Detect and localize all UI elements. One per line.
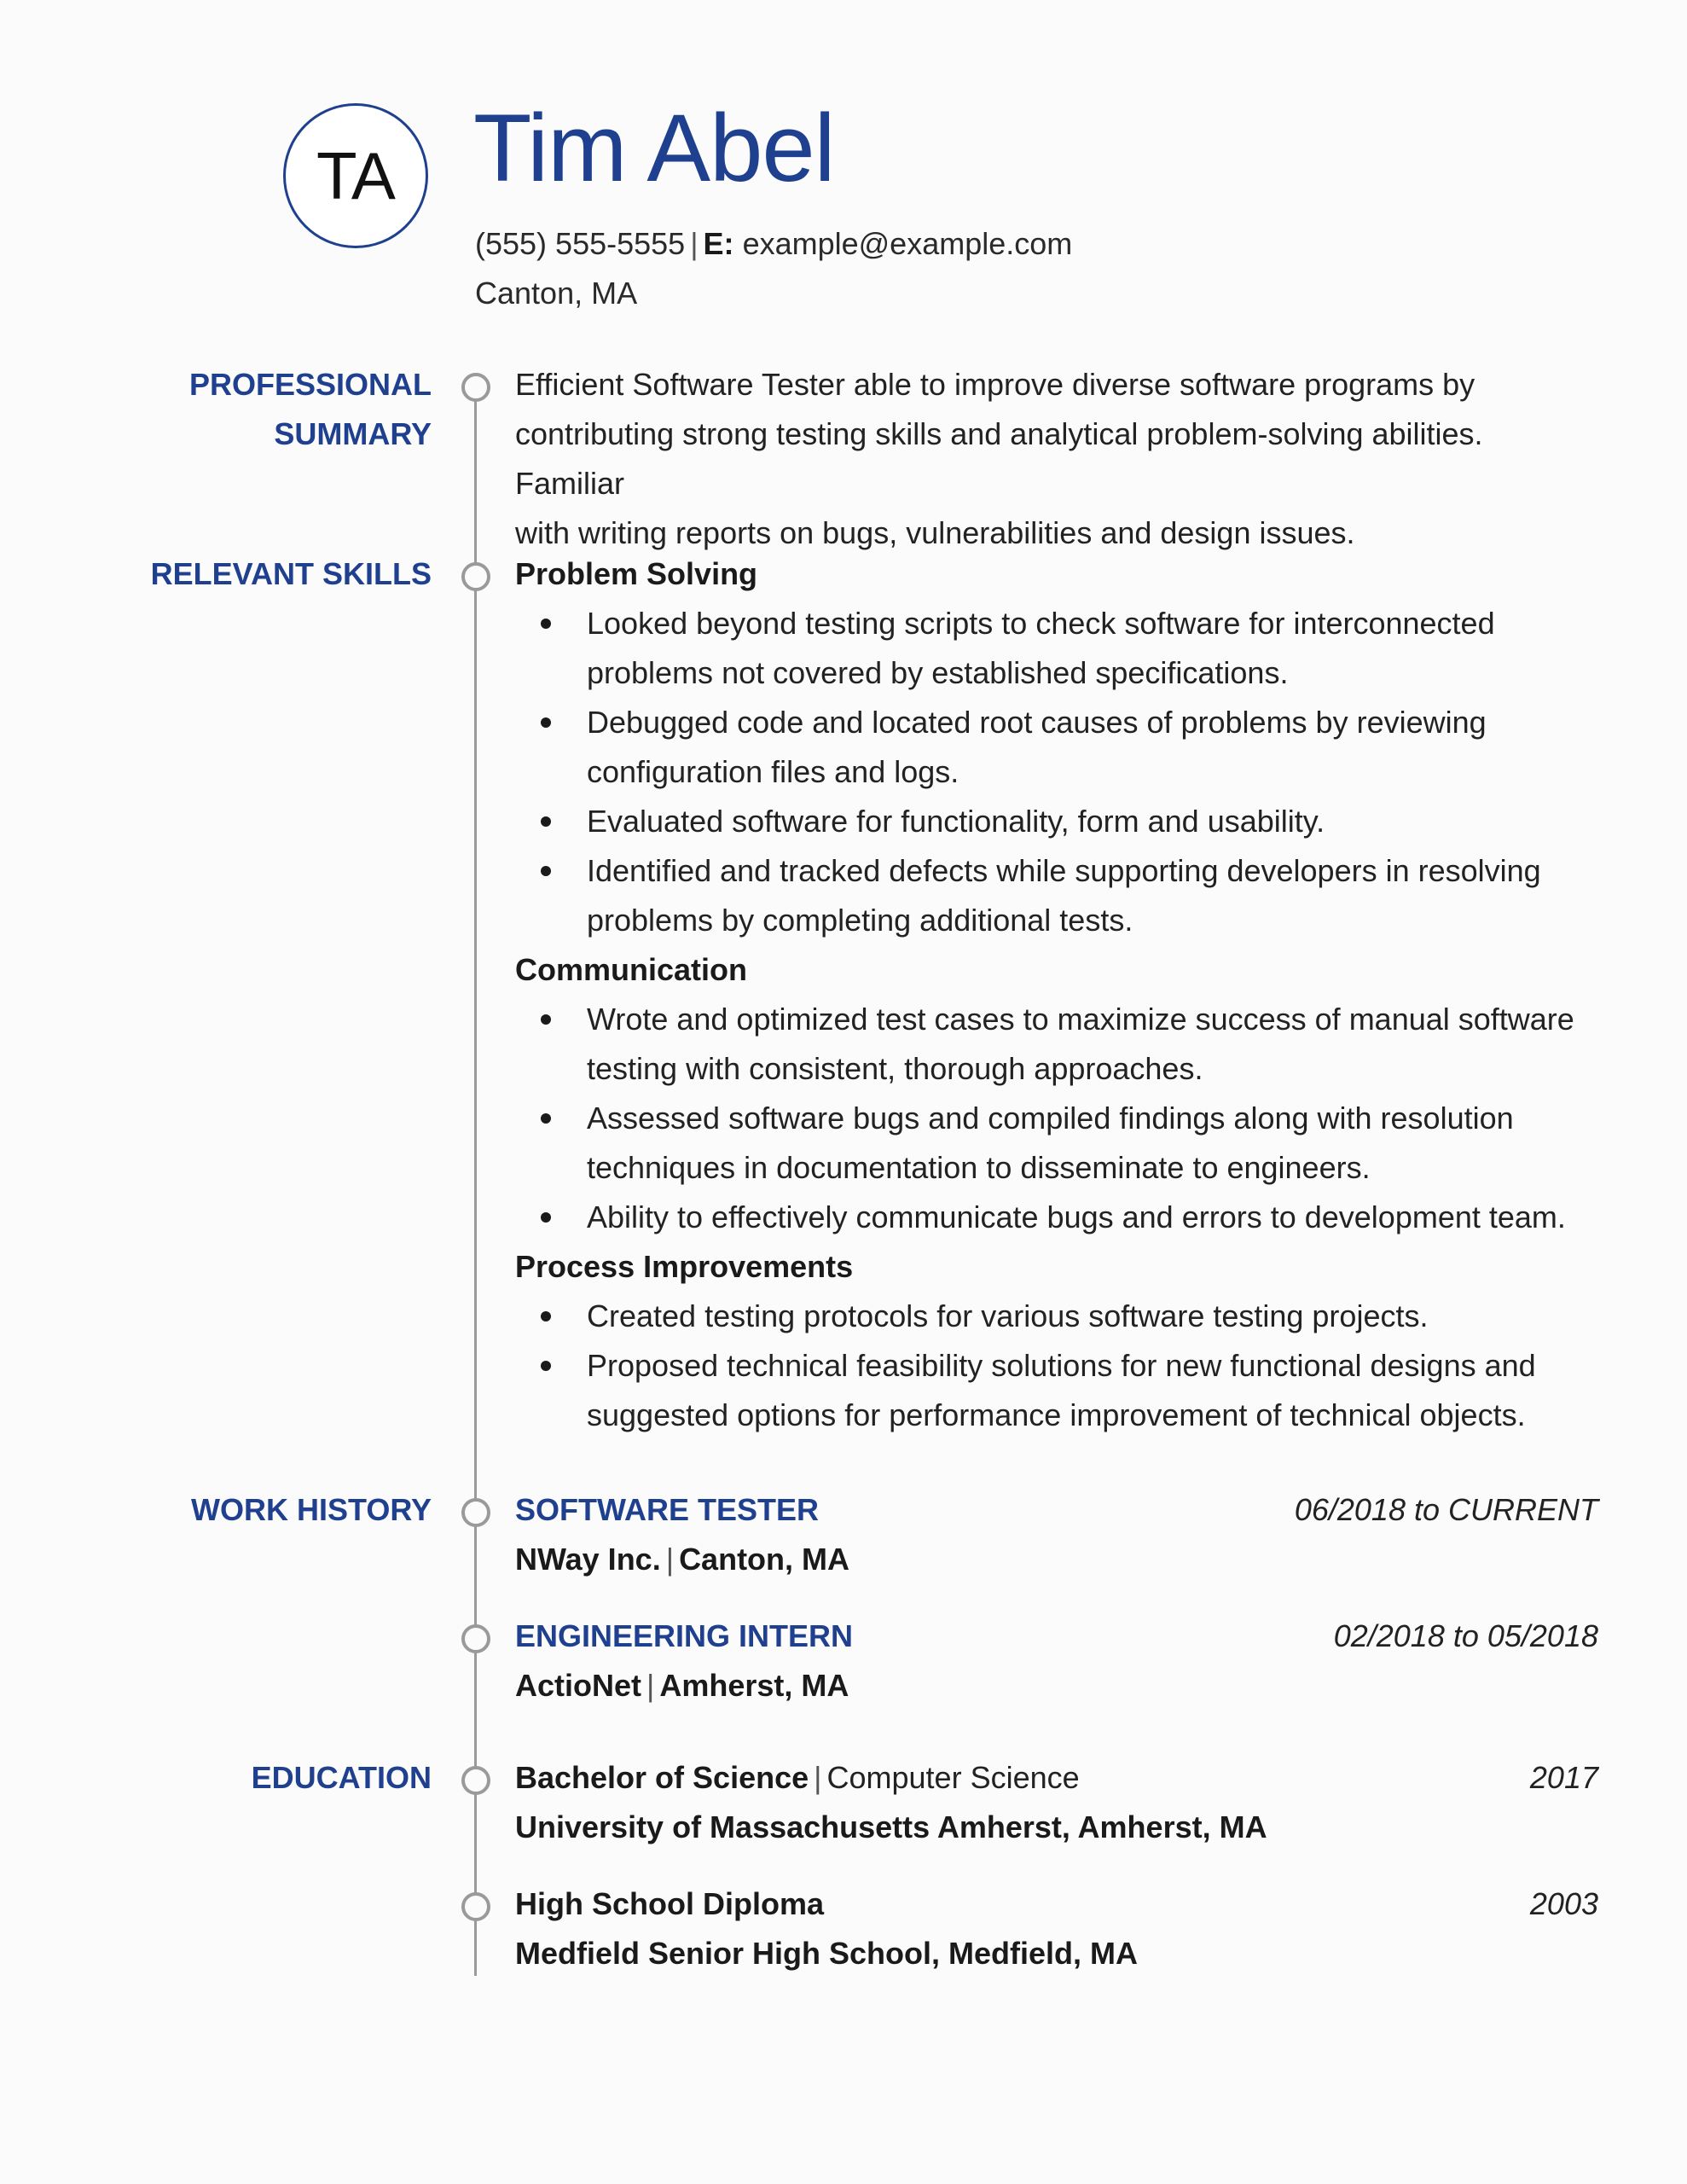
list-item-line: Created testing protocols for various software testing projects. (587, 1298, 1429, 1333)
graduation-year: 2003 (1529, 1886, 1598, 1921)
list-item (515, 1193, 1598, 1242)
education-entry (515, 1753, 1598, 1852)
section-label-summary (189, 360, 432, 459)
bullet-icon (541, 1361, 551, 1371)
timeline-node-job-1 (461, 1498, 490, 1527)
degree-header (515, 1753, 1598, 1803)
email-address[interactable]: example@example.com (742, 226, 1073, 261)
separator: | (646, 1668, 655, 1703)
list-item-line: Wrote and optimized test cases to maximize success of manual software (587, 1002, 1574, 1037)
email-label: E: (703, 226, 734, 261)
degree-field: Computer Science (826, 1760, 1080, 1795)
list-item-line: Proposed technical feasibility solutions for new functional designs and (587, 1348, 1536, 1383)
section-label-work: WORK HISTORY (190, 1492, 432, 1527)
list-item (515, 797, 1598, 846)
list-item (515, 599, 1598, 698)
location: Canton, MA (475, 276, 638, 311)
list-item-line: Evaluated software for functionality, form and usability. (587, 804, 1325, 839)
list-item-line: Identified and tracked defects while supporting developers in resolving (587, 853, 1541, 888)
bullet-icon (541, 1311, 551, 1321)
bullet-icon (541, 619, 551, 629)
section-label-education: EDUCATION (251, 1760, 432, 1795)
timeline-node-summary (461, 373, 490, 402)
bullet-icon (541, 866, 551, 876)
degree-name: Bachelor of Science (515, 1760, 809, 1795)
job-header (515, 1612, 1598, 1661)
candidate-name: Tim Abel (473, 95, 835, 201)
list-item (515, 1094, 1598, 1193)
list-item-line: suggested options for performance improvement of technical objects. (587, 1397, 1526, 1432)
bullet-icon (541, 816, 551, 827)
separator: | (665, 1542, 675, 1577)
bullet-icon (541, 1212, 551, 1223)
section-label-skills: RELEVANT SKILLS (150, 556, 432, 591)
company-name: ActioNet (515, 1668, 642, 1703)
list-item (515, 995, 1598, 1094)
list-item-line: techniques in documentation to disseminate to engineers. (587, 1150, 1371, 1185)
job-entry (515, 1612, 1598, 1711)
job-dates: 06/2018 to CURRENT (1294, 1492, 1598, 1527)
list-item-line: configuration files and logs. (587, 754, 959, 789)
list-item-line: Assessed software bugs and compiled findings along with resolution (587, 1101, 1514, 1136)
job-header (515, 1485, 1598, 1535)
job-employer (515, 1535, 1598, 1584)
job-entry (515, 1485, 1598, 1584)
job-location: Canton, MA (679, 1542, 850, 1577)
list-item (515, 846, 1598, 945)
section-label-line: SUMMARY (274, 416, 432, 451)
school-name: University of Massachusetts Amherst, Amherst, MA (515, 1809, 1267, 1844)
list-item-line: testing with consistent, thorough approaches. (587, 1051, 1203, 1086)
skill-list (515, 1292, 1598, 1440)
job-employer (515, 1661, 1598, 1711)
skill-group-title: Communication (515, 952, 748, 987)
list-item (515, 1292, 1598, 1341)
summary-line: contributing strong testing skills and analytical problem-solving abilities. Familiar (515, 416, 1483, 501)
degree-name: High School Diploma (515, 1886, 825, 1921)
phone-number: (555) 555-5555 (475, 226, 686, 261)
bullet-icon (541, 717, 551, 728)
bullet-icon (541, 1113, 551, 1124)
skills-content (515, 549, 1598, 1440)
timeline-node-skills (461, 562, 490, 591)
section-label-line: PROFESSIONAL (188, 367, 432, 402)
education-entry (515, 1879, 1598, 1978)
skill-list (515, 995, 1598, 1242)
list-item-line: Ability to effectively communicate bugs and errors to development team. (587, 1199, 1566, 1234)
degree-header (515, 1879, 1598, 1929)
timeline-node-edu-1 (461, 1766, 490, 1795)
bullet-icon (541, 1014, 551, 1025)
skill-list (515, 599, 1598, 945)
job-title: SOFTWARE TESTER (515, 1492, 820, 1527)
separator: | (814, 1760, 822, 1795)
timeline-line (474, 386, 477, 1976)
contact-line (475, 226, 1073, 261)
job-dates: 02/2018 to 05/2018 (1333, 1618, 1598, 1653)
list-item (515, 1341, 1598, 1440)
company-name: NWay Inc. (515, 1542, 661, 1577)
timeline-node-job-2 (461, 1624, 490, 1653)
list-item-line: Looked beyond testing scripts to check software for interconnected (587, 606, 1495, 641)
list-item (515, 698, 1598, 797)
skill-group-title: Problem Solving (515, 556, 758, 591)
list-item-line: problems by completing additional tests. (587, 903, 1133, 938)
school-name: Medfield Senior High School, Medfield, MA (515, 1936, 1139, 1971)
skill-group-title: Process Improvements (515, 1249, 854, 1284)
monogram-badge (283, 103, 428, 248)
list-item-line: problems not covered by established specifications. (587, 655, 1289, 690)
timeline-node-edu-2 (461, 1892, 490, 1921)
contact-separator: | (690, 226, 699, 261)
summary-line: Efficient Software Tester able to improve diverse software programs by (515, 367, 1475, 402)
job-title: ENGINEERING INTERN (515, 1618, 854, 1653)
summary-text (515, 360, 1598, 558)
graduation-year: 2017 (1529, 1760, 1598, 1795)
summary-line: with writing reports on bugs, vulnerabilities and design issues. (515, 515, 1355, 550)
job-location: Amherst, MA (659, 1668, 849, 1703)
list-item-line: Debugged code and located root causes of problems by reviewing (587, 705, 1487, 740)
monogram-initials: TA (316, 137, 395, 213)
